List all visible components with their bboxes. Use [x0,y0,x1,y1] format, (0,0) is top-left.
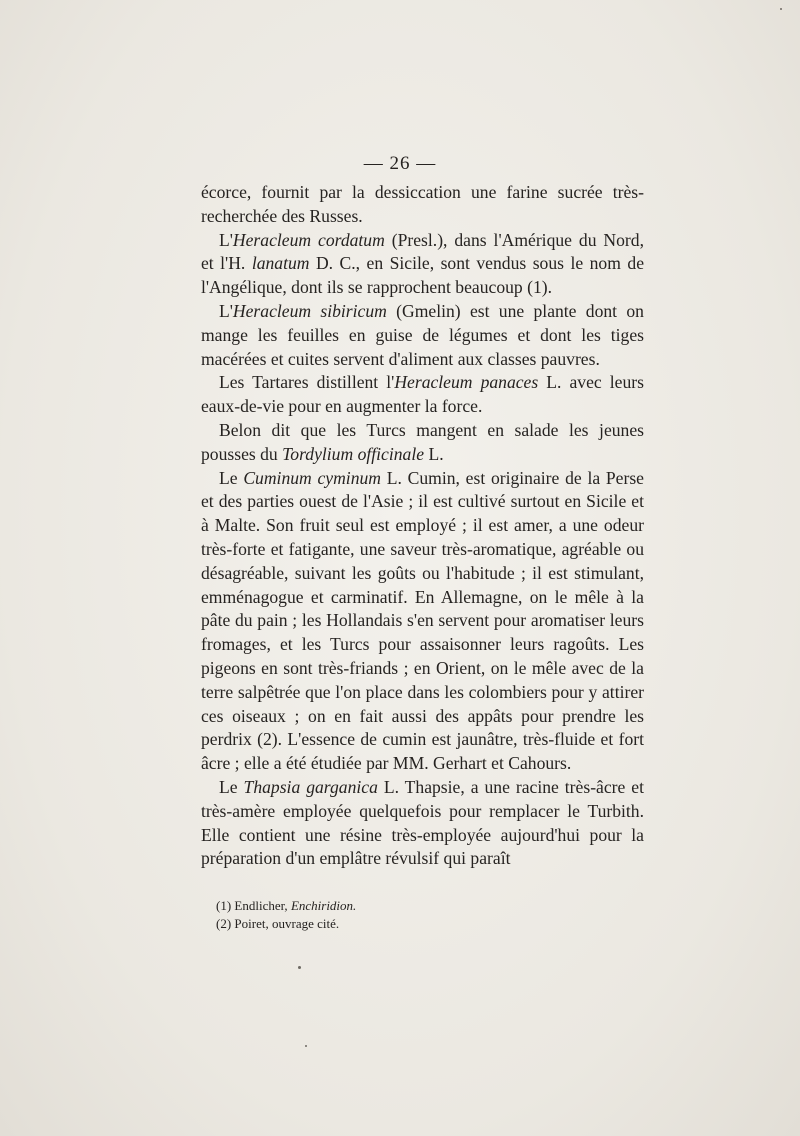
body-text [201,181,644,871]
text-run: Les Tartares distillent l' [219,372,395,393]
paragraph-2 [201,300,644,371]
text-run: écorce, fournit par la dessiccation une farine sucrée très-recherchée des Russes. [201,182,644,226]
text-run: Le [219,776,244,797]
species-name: Heracleum sibiricum [232,300,387,321]
footnote-work: Enchiridion. [290,898,357,913]
text-run: L. Cumin, est originaire de la Perse et des parties ouest de l'Asie ; il est cultivé surtout en Sicile et à Malte. Son fruit seul est employé ; il est amer, a une odeur très-forte et fatigante, une saveur très-aromatique, agréable ou désagréable, suivant les goûts ou l'habitude ; il est stimulant, emménagogue et carminatif. En Allemagne, on le mêle à la pâte du pain ; les Hollandais s'en servent pour aromatiser leurs fromages, et les Turcs pour assaisonner leurs ragoûts. Les pigeons en sont très-friands ; en Orient, on le mêle avec de la terre salpêtrée que l'on place dans les colombiers pour y attirer ces oiseaux ; on en fait aussi des appâts pour prendre les perdrix (2). L'essence de cumin est jaunâtre, très-fluide et fort âcre ; elle a été étudiée par MM. Gerhart et Cahours. [201,467,644,774]
paragraph-0 [201,181,644,229]
paragraph-1 [201,229,644,300]
text-run: L. Thapsie, a une racine très-âcre et très-amère employée quelquefois pour remplacer le Turbith. Elle contient une résine très-employée aujourd'hui pour la préparation d'un emplâtre révulsif qui paraît [201,776,644,869]
species-name: Heracleum panaces [394,372,539,393]
footnotes [216,897,356,933]
footnote-author: Poiret, [234,916,269,931]
text-run: L' [219,300,233,321]
text-run: L. avec leurs eaux-de-vie pour en augmenter la force. [201,372,644,417]
text-run: (Gmelin) est une plante dont on mange les feuilles en guise de légumes et dont les tiges macérées et cuites servent d'aliment aux classes pauvres. [201,300,644,369]
text-run: Le [219,467,244,488]
paragraph-6 [201,776,644,871]
paragraph-4 [201,419,644,467]
text-run: (Presl.), dans l'Amérique du Nord, et l'H. [201,229,644,274]
text-run: Belon dit que les Turcs mangent en salade les jeunes pousses du [201,419,644,464]
species-name: Tordylium officinale [282,443,425,464]
paper-speck [298,966,301,969]
text-run: D. C., en Sicile, sont vendus sous le nom de l'Angélique, dont ils se rapprochent beaucoup (1). [201,253,644,298]
page-number: — 26 — [363,153,437,174]
species-name: Thapsia garganica [243,776,378,797]
species-name: lanatum [251,253,310,274]
footnote-number: (1) [216,898,232,913]
species-name: Cuminum cyminum [243,467,381,488]
paper-speck [305,1045,307,1047]
paper-speck [780,8,782,10]
footnote-1 [216,897,356,915]
footnote-number: (2) [216,916,232,931]
paragraph-5 [201,467,644,776]
paragraph-3 [201,371,644,419]
footnote-work: ouvrage cité. [271,916,340,931]
species-name: Heracleum cordatum [232,229,385,250]
footnote-author: Endlicher, [234,898,288,913]
footnote-2 [216,915,356,933]
text-run: L' [219,229,233,250]
text-run: L. [424,443,444,464]
